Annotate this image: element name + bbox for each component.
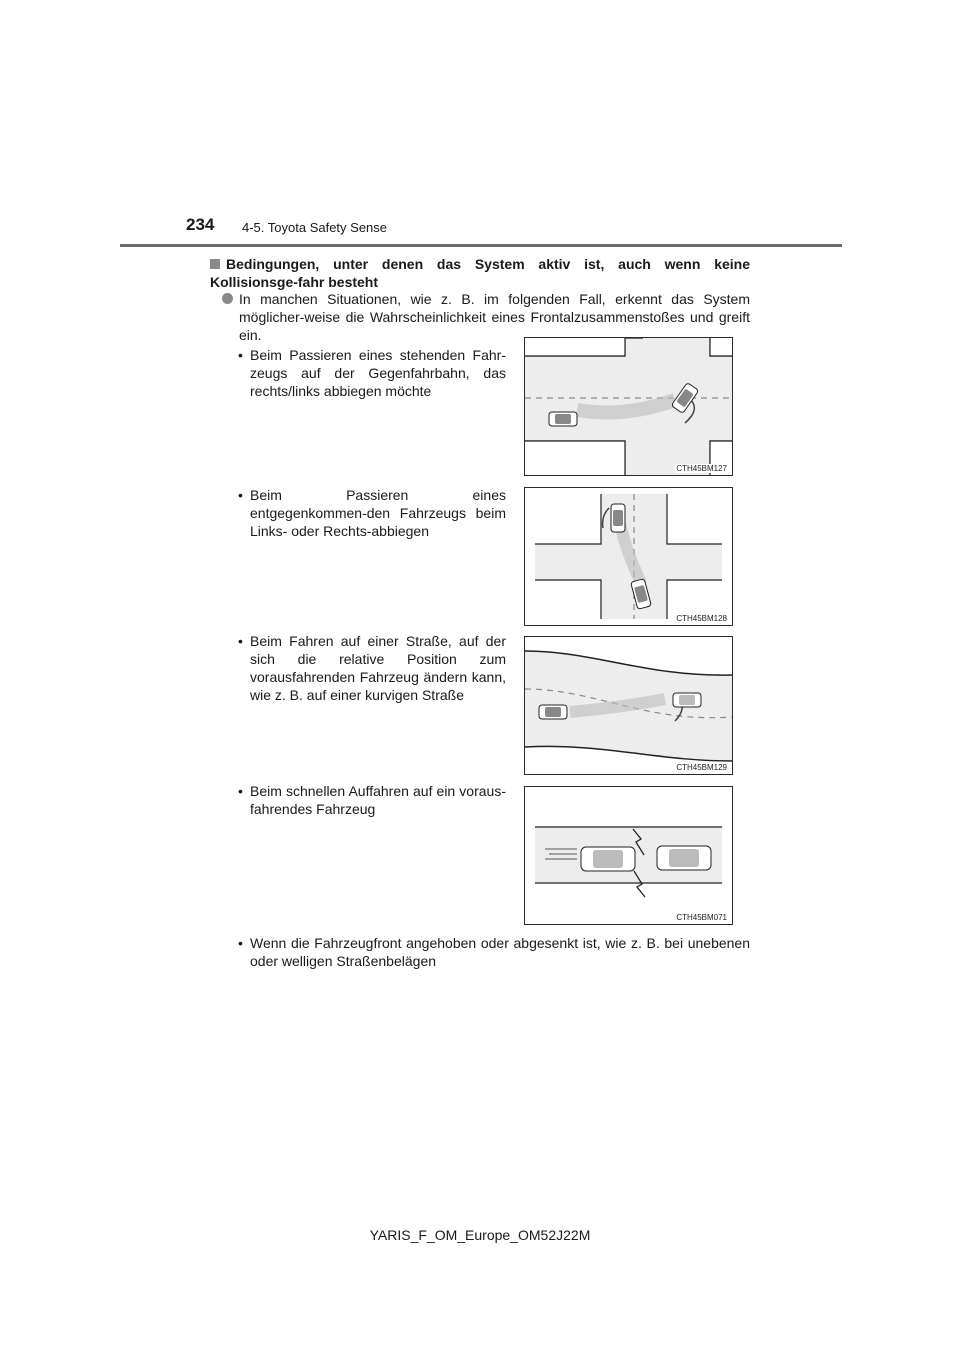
bullet: • bbox=[238, 935, 243, 951]
case-item bbox=[238, 782, 506, 818]
section-heading-text: Bedingungen, unter denen das System aktiv ist, auch wenn keine Kollisionsge-fahr besteht bbox=[210, 256, 750, 290]
section-title: 4-5. Toyota Safety Sense bbox=[242, 220, 388, 235]
figure-code: CTH45BM128 bbox=[676, 614, 727, 623]
approach-illustration bbox=[525, 787, 732, 924]
case-text: Wenn die Fahrzeugfront angehoben oder abgesenkt ist, wie z. B. bei unebenen oder welligen Straßenbelägen bbox=[250, 935, 750, 969]
intro-paragraph bbox=[222, 290, 750, 344]
bullet: • bbox=[238, 487, 243, 503]
intro-text: In manchen Situationen, wie z. B. im folgenden Fall, erkennt das System möglicher-weise die Wahrscheinlichkeit eines Frontalzusammenstoßes und greift ein. bbox=[239, 291, 750, 343]
figure-code: CTH45BM127 bbox=[676, 464, 727, 473]
bullet: • bbox=[238, 633, 243, 649]
figure-left-turn-oncoming bbox=[524, 487, 733, 626]
case-item bbox=[238, 486, 506, 540]
figure-fast-approach bbox=[524, 786, 733, 925]
case-item bbox=[238, 934, 750, 970]
case-item bbox=[238, 632, 506, 704]
square-bullet-icon bbox=[210, 259, 220, 269]
footer-document-code: YARIS_F_OM_Europe_OM52J22M bbox=[369, 1227, 591, 1243]
figure-curved-road bbox=[524, 636, 733, 775]
intersection-illustration bbox=[525, 338, 732, 475]
case-text: Beim Passieren eines entgegenkommen-den Fahrzeugs beim Links- oder Rechts-abbiegen bbox=[250, 487, 506, 539]
case-text: Beim schnellen Auffahren auf ein voraus-fahrendes Fahrzeug bbox=[250, 783, 506, 817]
page-number: 234 bbox=[186, 215, 215, 234]
circle-bullet-icon bbox=[222, 293, 233, 304]
intersection-illustration bbox=[525, 488, 732, 625]
case-item bbox=[238, 346, 506, 400]
case-text: Beim Fahren auf einer Straße, auf der sich die relative Position zum vorausfahrenden Fahrzeug ändern kann, wie z. B. auf einer kurvigen Straße bbox=[250, 633, 506, 703]
header-rule bbox=[120, 244, 842, 247]
figure-turning-oncoming-vehicle bbox=[524, 337, 733, 476]
bullet: • bbox=[238, 347, 243, 363]
bullet: • bbox=[238, 783, 243, 799]
figure-code: CTH45BM129 bbox=[676, 763, 727, 772]
case-text: Beim Passieren eines stehenden Fahr-zeugs auf der Gegenfahrbahn, das rechts/links abbiegen möchte bbox=[250, 347, 506, 399]
figure-code: CTH45BM071 bbox=[676, 913, 727, 922]
curved-road-illustration bbox=[525, 637, 732, 774]
section-heading bbox=[210, 255, 750, 291]
